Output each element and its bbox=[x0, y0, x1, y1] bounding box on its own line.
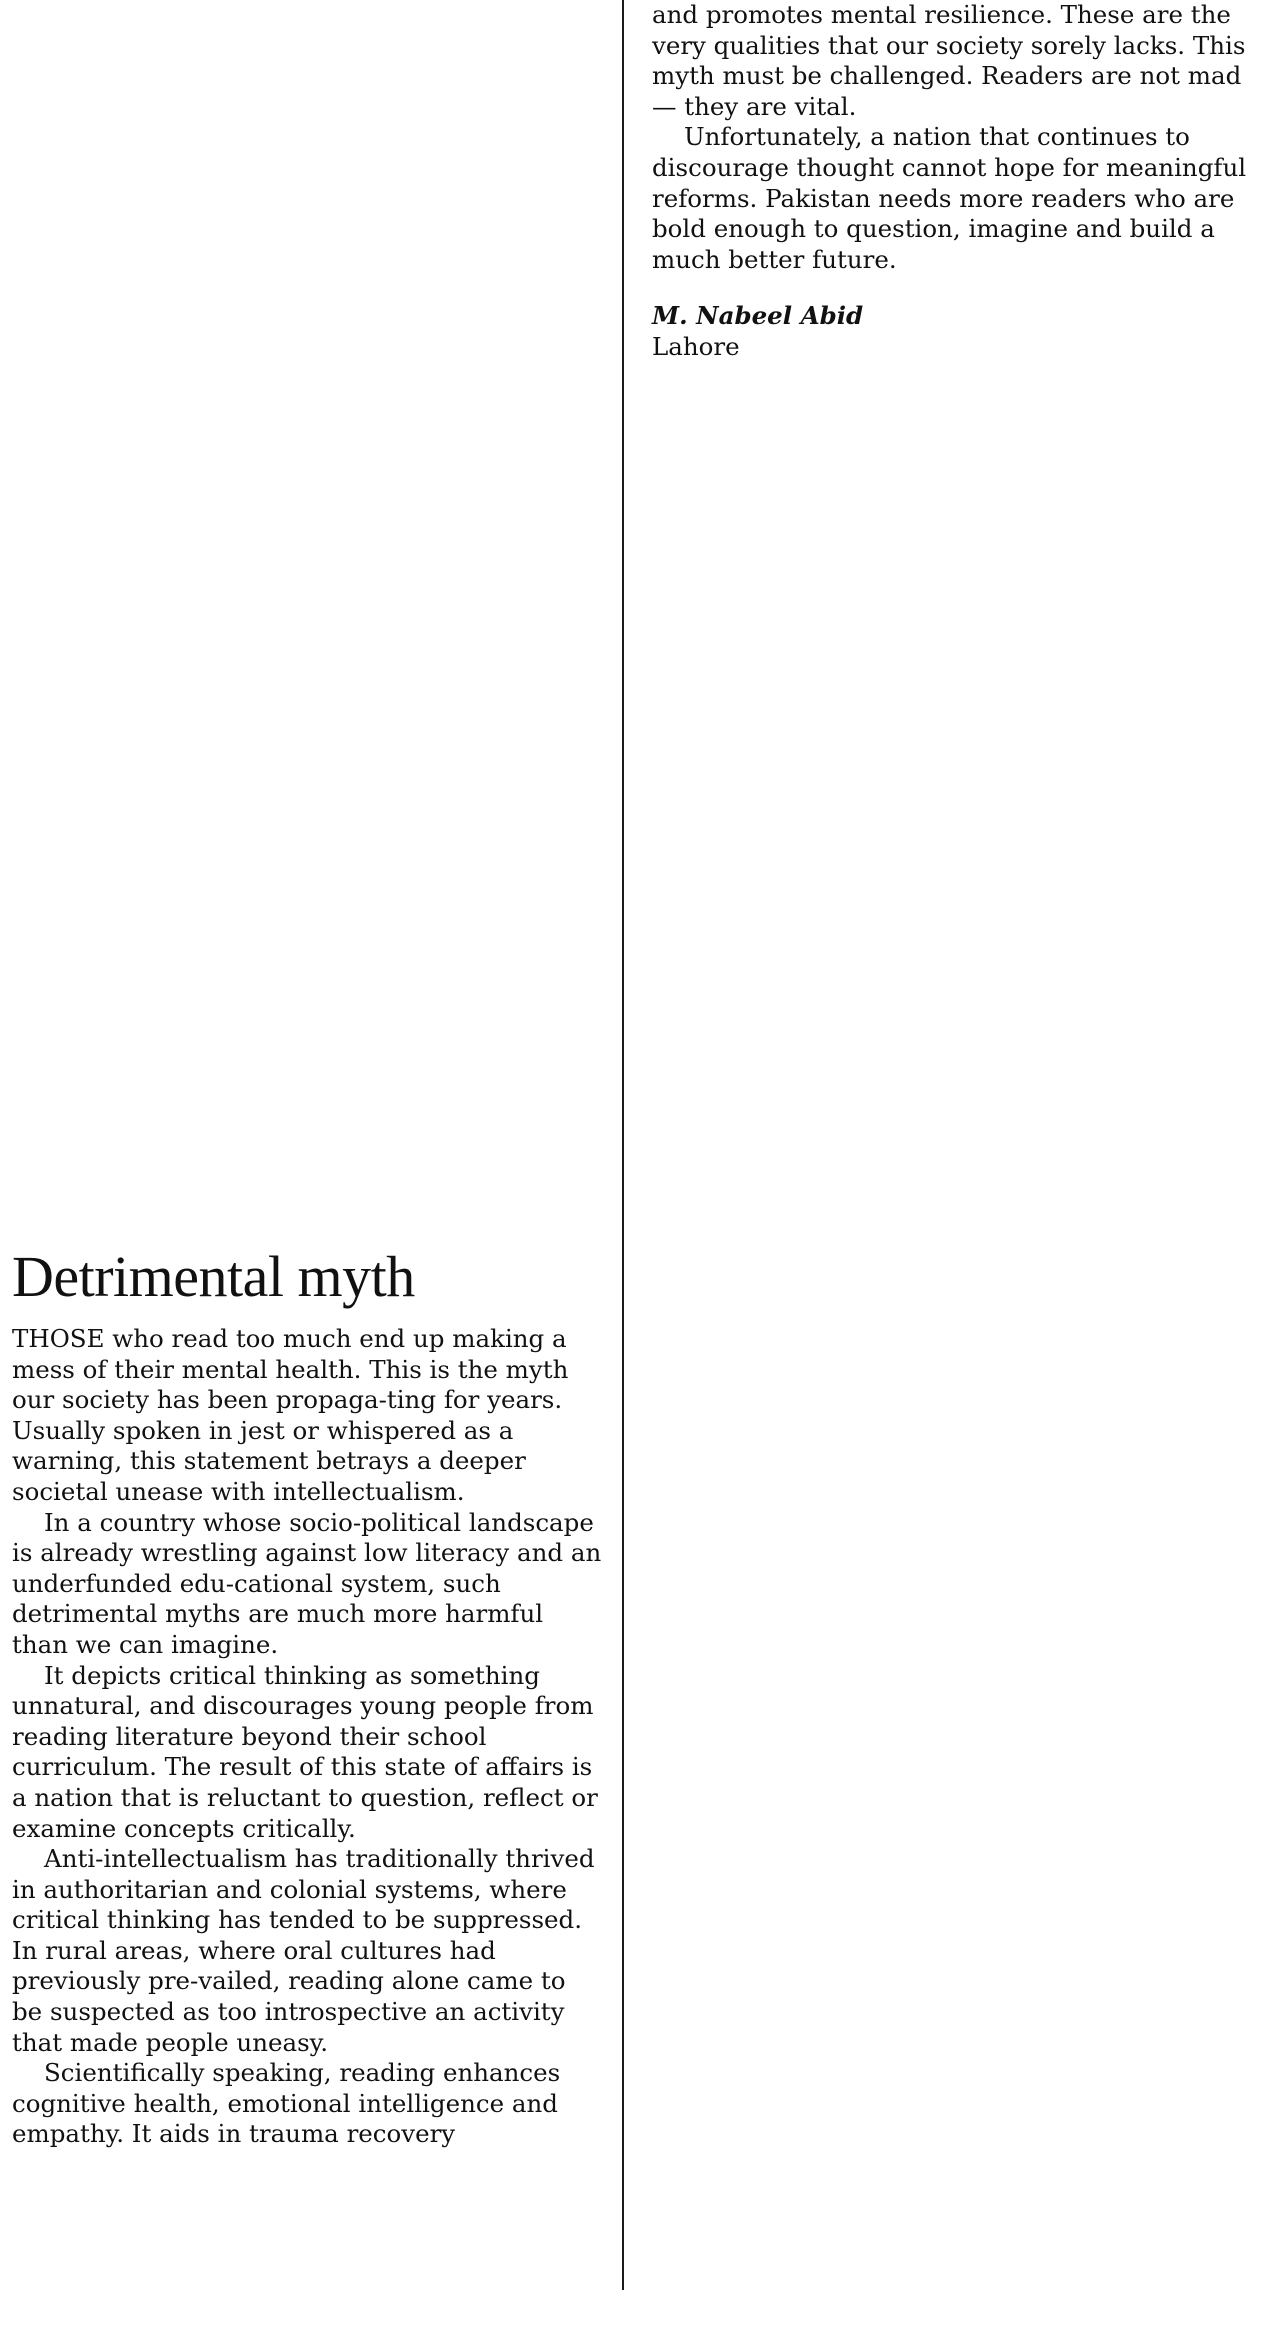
letter-paragraph: and promotes mental resilience. These are the very qualities that our society sorely lacks. This myth must be challenged. Readers are not mad — they are vital. bbox=[652, 0, 1246, 121]
author-name: M. Nabeel Abid bbox=[652, 301, 864, 331]
letter-headline: Detrimental myth bbox=[12, 1244, 415, 1309]
letter-paragraph: Scientifically speaking, reading enhances cognitive health, emotional intelligence and empathy. It aids in trauma recovery bbox=[12, 2058, 561, 2149]
letter-paragraph: THOSE who read too much end up making a mess of their mental health. This is the myth our society has been propaga-ting for years. Usually spoken in jest or whispered as a warning, this statement betrays a deeper societal unease with intellectualism. bbox=[12, 1324, 569, 1506]
author-location: Lahore bbox=[652, 331, 740, 361]
letter-paragraph: It depicts critical thinking as something unnatural, and discourages young people from reading literature beyond their school curriculum. The result of this state of affairs is a nation that is reluctant to question, reflect or examine concepts critically. bbox=[12, 1660, 598, 1843]
column-divider bbox=[622, 0, 624, 2290]
letter-paragraph: Anti-intellectualism has traditionally thrived in authoritarian and colonial systems, where critical thinking has tended to be suppressed. In rural areas, where oral cultures had previously pre-vailed, reading alone came to be suspected as too introspective an activity that made people uneasy. bbox=[12, 1844, 595, 2057]
left-column bbox=[12, 1240, 602, 2150]
letter-signature bbox=[652, 301, 1252, 362]
letter-paragraph: Unfortunately, a nation that continues to discourage thought cannot hope for meaningful reforms. Pakistan needs more readers who are bold enough to question, imagine and build a much better future. bbox=[652, 122, 1247, 274]
letter-paragraph: In a country whose socio-political landscape is already wrestling against low literacy and an underfunded edu-cational system, such detrimental myths are much more harmful than we can imagine. bbox=[12, 1507, 602, 1659]
right-column bbox=[652, 0, 1252, 363]
